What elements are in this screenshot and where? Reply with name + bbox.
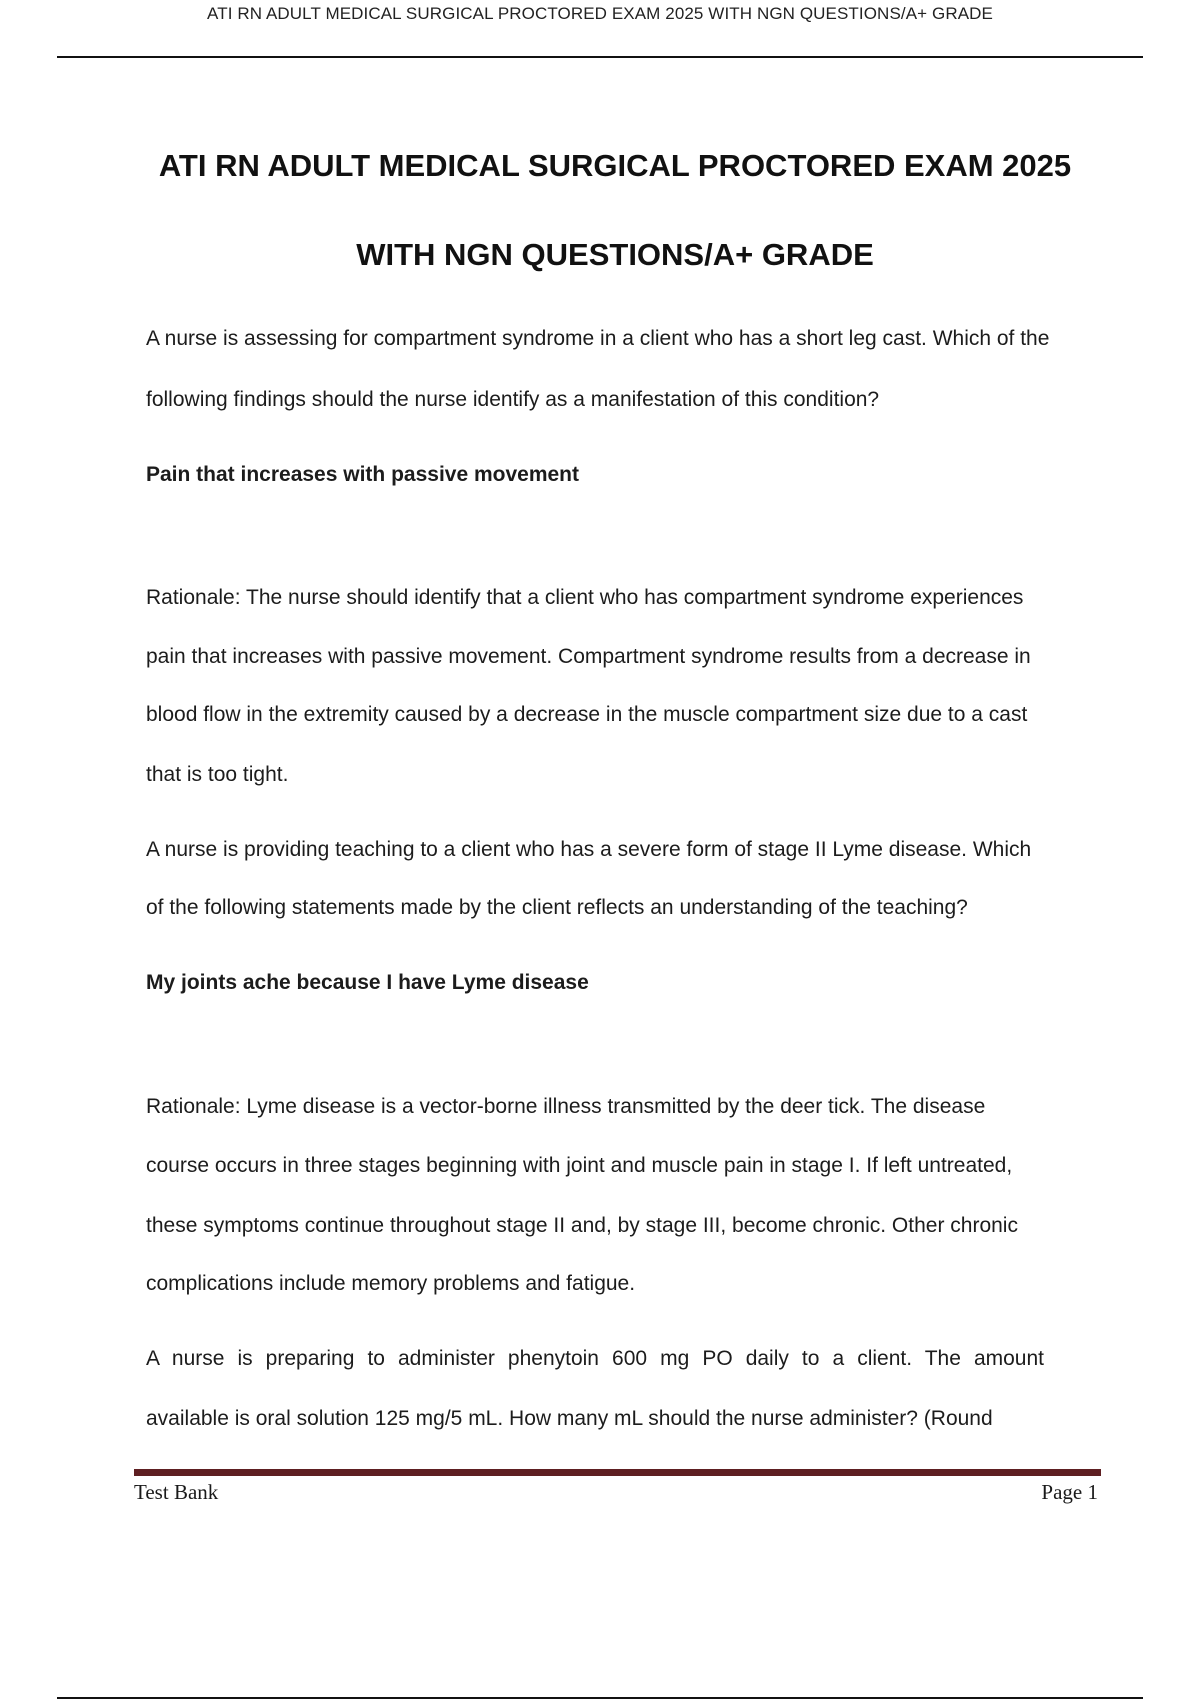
rationale-1-line-2: pain that increases with passive movement. Compartment syndrome results from a decrease in [146, 645, 1031, 668]
answer-1: Pain that increases with passive movement [146, 463, 580, 486]
question-3-line-2: available is oral solution 125 mg/5 mL. How many mL should the nurse administer? (Round [146, 1407, 993, 1430]
rationale-2-line-2: course occurs in three stages beginning with joint and muscle pain in stage I. If left untreated, [146, 1154, 1013, 1177]
answer-2: My joints ache because I have Lyme disease [146, 971, 589, 994]
question-1-line-2: following findings should the nurse identify as a manifestation of this condition? [146, 388, 880, 411]
rationale-1-line-4: that is too tight. [146, 763, 289, 786]
rationale-2-line-3: these symptoms continue throughout stage II and, by stage III, become chronic. Other chronic [146, 1214, 1018, 1237]
question-1-line-1: A nurse is assessing for compartment syndrome in a client who has a short leg cast. Which of the [146, 327, 1050, 350]
question-3-line-1: A nurse is preparing to administer phenytoin 600 mg PO daily to a client. The amount [146, 1347, 1044, 1370]
rationale-1-line-1: Rationale: The nurse should identify that a client who has compartment syndrome experiences [146, 586, 1024, 609]
rationale-1-line-3: blood flow in the extremity caused by a decrease in the muscle compartment size due to a cast [146, 703, 1028, 726]
rationale-2-line-1: Rationale: Lyme disease is a vector-borne illness transmitted by the deer tick. The disease [146, 1095, 986, 1118]
document-title-line-2: WITH NGN QUESTIONS/A+ GRADE [356, 237, 874, 272]
running-header: ATI RN ADULT MEDICAL SURGICAL PROCTORED EXAM 2025 WITH NGN QUESTIONS/A+ GRADE [207, 4, 993, 23]
footer-label: Test Bank [134, 1480, 219, 1504]
rationale-2-line-4: complications include memory problems and fatigue. [146, 1272, 636, 1295]
question-2-line-2: of the following statements made by the client reflects an understanding of the teaching? [146, 896, 968, 919]
header-divider [57, 56, 1143, 58]
page-number: Page 1 [1041, 1480, 1098, 1504]
document-title-line-1: ATI RN ADULT MEDICAL SURGICAL PROCTORED EXAM 2025 [158, 148, 1072, 183]
footer-divider [134, 1469, 1101, 1476]
page-bottom-divider [57, 1697, 1143, 1699]
question-2-line-1: A nurse is providing teaching to a client who has a severe form of stage II Lyme disease. Which [146, 838, 1032, 861]
